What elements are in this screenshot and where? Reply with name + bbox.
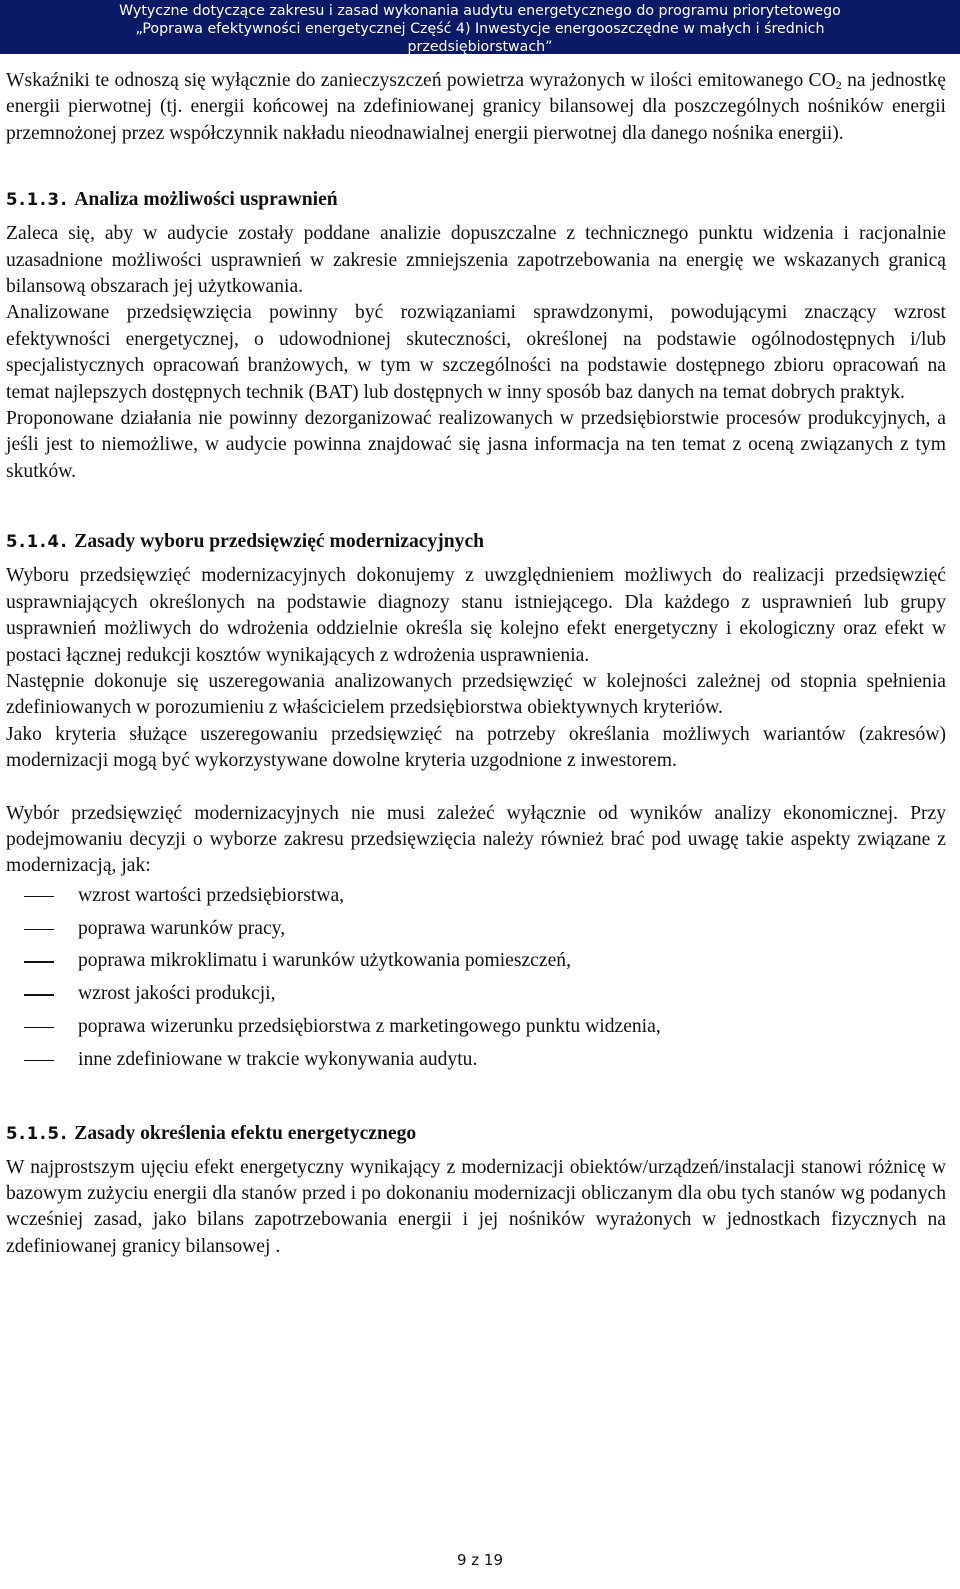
paragraph: Wyboru przedsięwzięć modernizacyjnych dokonujemy z uwzględnieniem możliwych do realizacji przedsięwzięć usprawniających określonych na podstawie diagnozy stanu istniejącego. Dla każdego z usprawnień lub grupy usprawnień możliwych do wdrożenia oddzielnie określa się kolejno efekt energetyczny i ekologiczny oraz efekt w postaci łącznej redukcji kosztów wynikających z wdrożenia usprawnienia. — [6, 565, 946, 666]
intro-text-part-1: Wskaźniki te odnoszą się wyłącznie do zanieczyszczeń powietrza wyrażonych w ilości emitowanego CO — [6, 70, 836, 91]
section-513-heading — [6, 187, 946, 213]
section-number: 5.1.5. — [6, 1123, 69, 1143]
list-item-text: inne zdefiniowane w trakcie wykonywania audytu. — [78, 1048, 478, 1070]
list-item-text: wzrost wartości przedsiębiorstwa, — [78, 884, 345, 906]
dash-bullet — [24, 896, 54, 897]
section-515-heading — [6, 1121, 946, 1147]
list-item-text: wzrost jakości produkcji, — [78, 983, 276, 1005]
list-item — [6, 913, 946, 946]
page-number: 9 z 19 — [456, 1551, 504, 1569]
paragraph: Następnie dokonuje się uszeregowania analizowanych przedsięwzięć w kolejności zależnej od stopnia spełnienia zdefiniowanych w porozumieniu z właścicielem przedsiębiorstwa obiektywnych kryteriów. — [6, 670, 946, 719]
list-item — [6, 1011, 946, 1044]
section-514-heading — [6, 529, 946, 555]
dash-bullet — [24, 1060, 54, 1061]
aspects-list — [6, 880, 946, 1077]
list-item-text: poprawa mikroklimatu i warunków użytkowania pomieszczeń, — [78, 950, 571, 972]
paragraph: Zaleca się, aby w audycie zostały poddane analizie dopuszczalne z technicznego punktu widzenia i racjonalnie uzasadnione możliwości usprawnień w zakresie zmniejszenia zapotrzebowania na energię we wskazanych granicą bilansową obszarach jej użytkowania. — [6, 223, 946, 298]
header-line-1: Wytyczne dotyczące zakresu i zasad wykonania audytu energetycznego do programu priorytetowego — [119, 3, 841, 19]
header-line-3: przedsiębiorstwach” — [407, 39, 553, 55]
list-item — [6, 978, 946, 1011]
list-item — [6, 880, 946, 913]
paragraph: Wybór przedsięwzięć modernizacyjnych nie musi zależeć wyłącznie od wyników analizy ekonomicznej. Przy podejmowaniu decyzji o wyborze zakresu przedsięwzięcia należy również brać pod uwagę takie aspekty związane z modernizacją, jak: — [6, 802, 946, 877]
dash-bullet — [24, 1027, 54, 1028]
intro-text-part-2: na jednostkę energii pierwotnej (tj. energii końcowej na zdefiniowanej granicy bilansowej dla poszczególnych nośników energii przemnożonej przez współczynnik nakładu nieodnawialnej energii pierwotnej dla danego nośnika energii). — [6, 70, 946, 144]
section-title: Zasady wyboru przedsięwzięć modernizacyjnych — [74, 531, 485, 553]
paragraph: Proponowane działania nie powinny dezorganizować realizowanych w przedsiębiorstwie procesów produkcyjnych, a jeśli jest to niemożliwe, w audycie powinna znajdować się jasna informacja na ten temat z oceną związanych z tym skutków. — [6, 408, 946, 482]
co2-subscript: 2 — [835, 78, 842, 92]
list-item — [6, 1044, 946, 1077]
section-title: Zasady określenia efektu energetycznego — [74, 1122, 417, 1144]
list-item-text: poprawa wizerunku przedsiębiorstwa z marketingowego punktu widzenia, — [78, 1015, 661, 1037]
dash-bullet — [24, 929, 54, 930]
intro-paragraph — [6, 68, 946, 147]
dash-bullet — [24, 961, 54, 962]
document-header — [0, 0, 960, 54]
paragraph: Analizowane przedsięwzięcia powinny być rozwiązaniami sprawdzonymi, powodującymi znaczący wzrost efektywności energetycznej, o udowodnionej skuteczności, określonej na podstawie ogólnodostępnych i/lub specjalistycznych opracowań branżowych, w tym w szczególności na podstawie dostępnego zbioru opracowań na temat najlepszych dostępnych technik (BAT) lub dostępnych w inny sposób baz danych na temat dobrych praktyk. — [6, 302, 946, 403]
section-number: 5.1.4. — [6, 532, 69, 552]
document-body — [6, 68, 946, 1260]
list-item — [6, 945, 946, 978]
header-line-2: „Poprawa efektywności energetycznej Część 4) Inwestycje energooszczędne w małych i średnich — [135, 21, 825, 37]
section-title: Analiza możliwości usprawnień — [74, 189, 338, 211]
dash-bullet — [24, 994, 54, 995]
paragraph: Jako kryteria służące uszeregowaniu przedsięwzięć na potrzeby określania możliwych wariantów (zakresów) modernizacji mogą być wykorzystywane dowolne kryteria uzgodnione z inwestorem. — [6, 723, 946, 772]
paragraph: W najprostszym ujęciu efekt energetyczny wynikający z modernizacji obiektów/urządzeń/instalacji stanowi różnicę w bazowym zużyciu energii dla stanów przed i po dokonaniu modernizacji obliczanym dla obu tych stanów wg podanych wcześniej zasad, jako bilans zapotrzebowania energii i jej nośników wyrażonych w jednostkach fizycznych na zdefiniowanej granicy bilansowej . — [6, 1156, 946, 1257]
section-number: 5.1.3. — [6, 190, 69, 210]
list-item-text: poprawa warunków pracy, — [78, 917, 286, 939]
